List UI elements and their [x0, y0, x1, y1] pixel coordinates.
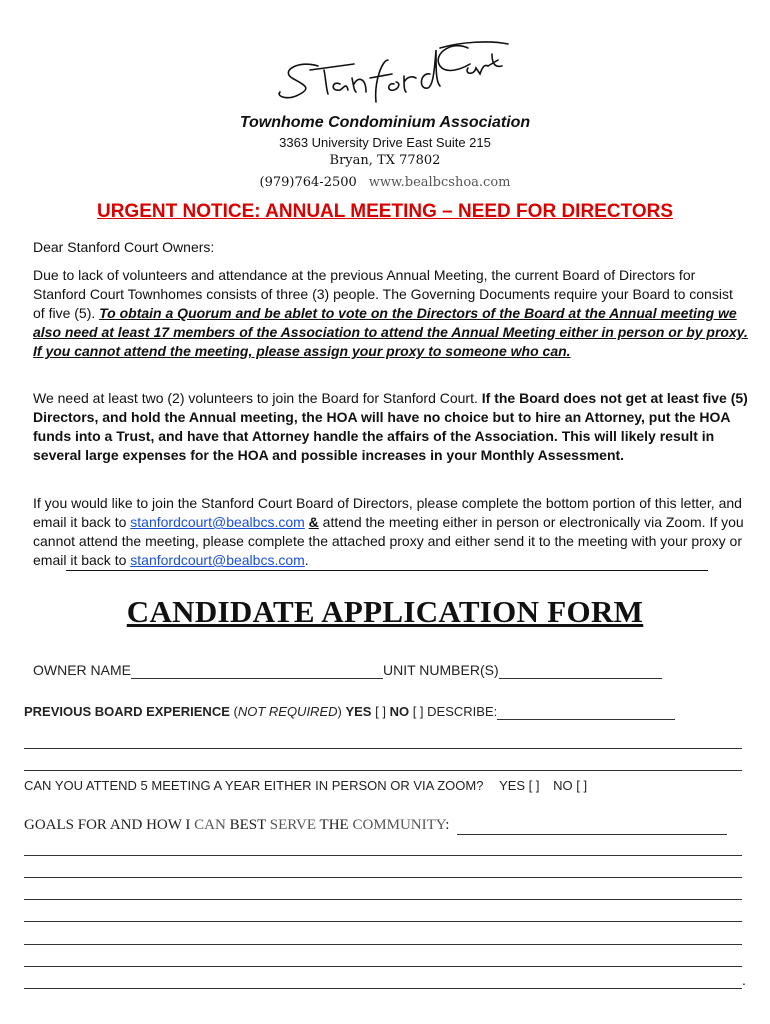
- attend-no-checkbox[interactable]: NO [ ]: [553, 778, 588, 793]
- form-title: CANDIDATE APPLICATION FORM: [126, 594, 644, 629]
- website-link[interactable]: www.bealbcshoa.com: [368, 175, 511, 190]
- contact-line: [0, 175, 770, 190]
- paragraph-quorum-emphasis: To obtain a Quorum and be ablet to vote on the Directors of the Board at the Annual meeting we also need at least 17 members of the Association to attend the Annual Meeting either in person or by proxy. If you cannot attend the meeting, please assign your proxy to someone who can.: [33, 305, 748, 359]
- goals-line-3[interactable]: [24, 899, 742, 900]
- goals-field[interactable]: [457, 817, 727, 835]
- goals-text-a: GOALS FOR AND HOW I: [24, 817, 195, 833]
- goals-community: COMMUNITY: [352, 817, 446, 833]
- paragraph-quorum: [33, 266, 748, 361]
- association-name: Townhome Condominium Association: [239, 114, 531, 131]
- previous-experience-label: PREVIOUS BOARD EXPERIENCE: [24, 704, 230, 719]
- instructions-text-b: attend the meeting either in person or electronically via Zoom. If you cannot attend the meeting, please complete the attached proxy and either send it to the meeting with your proxy or email it back to: [33, 514, 744, 568]
- unit-number-field[interactable]: [499, 662, 662, 679]
- goals-serve: SERVE: [269, 817, 317, 833]
- goals-text-c: THE: [316, 817, 353, 833]
- instructions-text-a: If you would like to join the Stanford Court Board of Directors, please complete the bottom portion of this letter, and email it back to: [33, 495, 742, 530]
- goals-colon: :: [445, 817, 450, 833]
- salutation: Dear Stanford Court Owners:: [33, 239, 215, 255]
- attend-yes-checkbox[interactable]: YES [ ]: [499, 778, 540, 793]
- email-link-1[interactable]: stanfordcourt@bealbcs.com: [130, 514, 305, 530]
- instructions-end: .: [304, 552, 309, 568]
- describe-label: DESCRIBE:: [427, 704, 498, 719]
- prev-yes-checkbox[interactable]: [ ]: [375, 704, 386, 719]
- attendance-row: [24, 778, 587, 793]
- goals-line-5[interactable]: [24, 944, 742, 945]
- end-period: .: [742, 972, 746, 988]
- unit-number-label: UNIT NUMBER(S): [383, 662, 499, 678]
- urgent-notice-title: URGENT NOTICE: ANNUAL MEETING – NEED FOR DIRECTORS: [96, 201, 673, 222]
- paragraph-quorum-text: Due to lack of volunteers and attendance at the previous Annual Meeting, the current Board of Directors for Stanford Court Townhomes consists of three (3) people. The Governing Documents require your Board to consist of five (5).: [33, 267, 733, 321]
- stanford-court-logo: [270, 30, 510, 110]
- email-link-2[interactable]: stanfordcourt@bealbcs.com: [130, 552, 305, 568]
- describe-field[interactable]: [497, 704, 675, 720]
- goals-line-1[interactable]: [24, 855, 742, 856]
- goals-text-b: BEST: [225, 817, 270, 833]
- describe-line-2[interactable]: [24, 770, 742, 771]
- prev-no-checkbox[interactable]: [ ]: [412, 704, 424, 719]
- goals-row: [24, 817, 727, 835]
- prev-no-label: NO: [389, 704, 410, 719]
- goals-line-4[interactable]: [24, 921, 742, 922]
- logo-signature-icon: [270, 30, 510, 110]
- phone-number: (979)764-2500: [259, 175, 357, 190]
- owner-name-label: OWNER NAME: [33, 662, 131, 678]
- ampersand: &: [308, 514, 319, 530]
- attendance-question: CAN YOU ATTEND 5 MEETING A YEAR EITHER IN PERSON OR VIA ZOOM?: [24, 778, 484, 793]
- owner-unit-row: [33, 662, 662, 679]
- goals-can: CAN: [194, 817, 226, 833]
- paragraph-volunteers: [33, 389, 748, 465]
- describe-line-1[interactable]: [24, 748, 742, 749]
- not-required-note: NOT REQUIRED: [237, 704, 338, 719]
- goals-line-6[interactable]: [24, 966, 742, 967]
- paragraph-volunteers-warning: If the Board does not get at least five (5) Directors, and hold the Annual meeting, the HOA will have no choice but to hire an Attorney, put the HOA funds into a Trust, and have that Attorney handle the affairs of the Association. This will likely result in several large expenses for the HOA and possible increases in your Monthly Assessment.: [33, 390, 748, 463]
- paragraph-instructions: [33, 494, 748, 570]
- previous-experience-row: PREVIOUS BOARD EXPERIENCE (NOT REQUIRED) YES [ ] NO [ ] DESCRIBE:: [24, 704, 675, 720]
- address-line-2: Bryan, TX 77802: [329, 153, 441, 168]
- paragraph-volunteers-text: We need at least two (2) volunteers to join the Board for Stanford Court.: [33, 390, 482, 406]
- goals-line-7[interactable]: [24, 988, 742, 989]
- prev-yes-label: YES: [345, 704, 372, 719]
- address-line-1: 3363 University Drive East Suite 215: [279, 135, 491, 150]
- separator-line: [66, 570, 708, 571]
- owner-name-field[interactable]: [131, 662, 383, 679]
- goals-line-2[interactable]: [24, 877, 742, 878]
